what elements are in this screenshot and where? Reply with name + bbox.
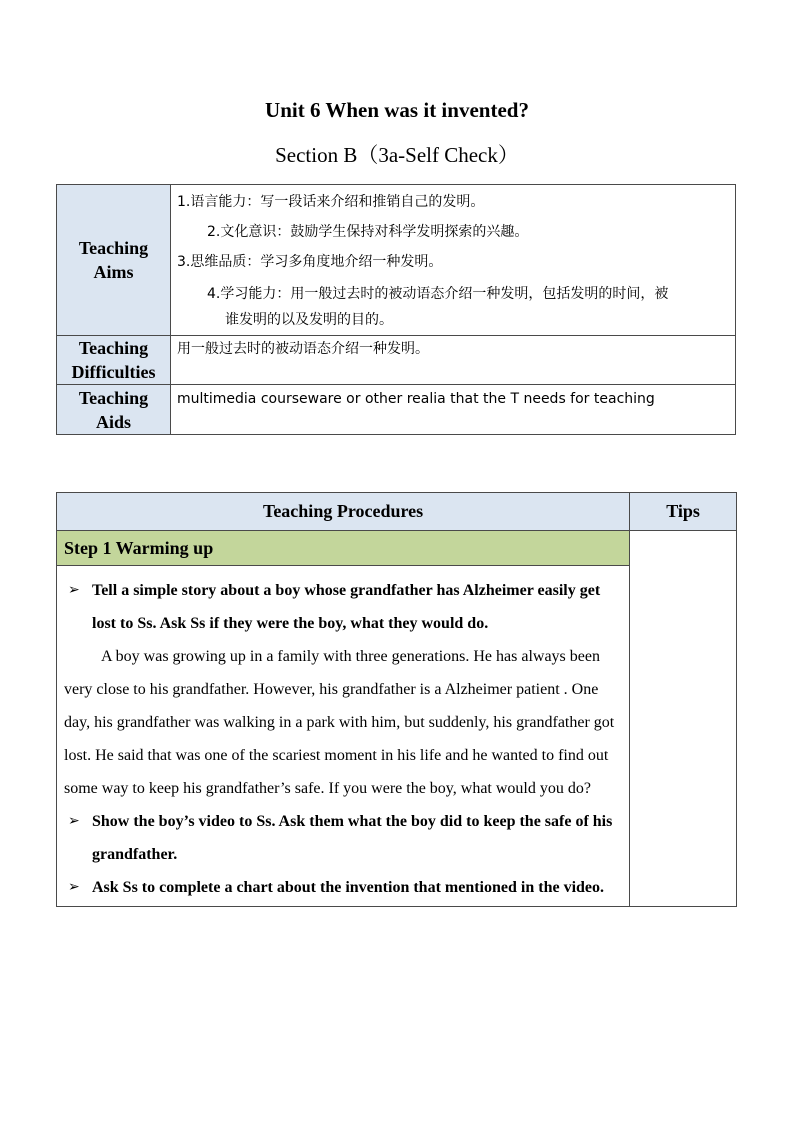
page-subtitle: Section B（3a-Self Check） [275, 143, 519, 167]
aids-header-line1: Teaching [78, 387, 149, 408]
page-title: Unit 6 When was it invented? [265, 98, 529, 122]
aim-item [177, 281, 729, 333]
bullet-text: Tell a simple story about a boy whose grandfather has Alzheimer easily get lost to Ss. Ask Ss if they were the boy, what they would do. [92, 582, 601, 632]
aids-header [57, 385, 171, 435]
aim-item: 1.语言能力：写一段话来介绍和推销自己的发明。 [177, 194, 485, 210]
difficulties-header-line2: Difficulties [71, 362, 156, 382]
aims-cell [171, 185, 736, 336]
list-item [64, 871, 621, 904]
tips-header: Tips [630, 493, 737, 531]
procedures-header: Teaching Procedures [57, 493, 630, 531]
arrow-bullet-icon: ➢ [68, 879, 80, 895]
list-item [64, 805, 621, 871]
lesson-info-table [56, 184, 736, 435]
procedures-table [56, 492, 737, 907]
bullet-text: Show the boy’s video to Ss. Ask them what the boy did to keep the safe of his grandfather. [92, 813, 613, 863]
aim-item-line2: 谁发明的以及发明的目的。 [225, 312, 393, 328]
story-paragraph: A boy was growing up in a family with three generations. He has always been very close to his grandfather. However, his grandfather is a Alzheimer patient . One day, his grandfather was walking in a park with him, but suddenly, his grandfather got lost. He said that was one of the scariest moment in his life and he wanted to find out some way to keep his grandfather’s safe. If you were the boy, what would you do? [64, 648, 615, 797]
aids-header-line2: Aids [95, 411, 131, 432]
step1-title: Step 1 Warming up [64, 537, 214, 558]
arrow-bullet-icon: ➢ [68, 813, 80, 829]
difficulties-cell: 用一般过去时的被动语态介绍一种发明。 [171, 336, 736, 385]
bullet-text: Ask Ss to complete a chart about the invention that mentioned in the video. [92, 879, 605, 896]
step1-content [57, 566, 630, 907]
list-item [64, 574, 621, 640]
aims-header [57, 185, 171, 336]
aids-cell: multimedia courseware or other realia that the T needs for teaching [171, 385, 736, 435]
aim-item: 3.思维品质：学习多角度地介绍一种发明。 [177, 254, 443, 270]
aim-item-line1: 4.学习能力：用一般过去时的被动语态介绍一种发明，包括发明的时间，被 [207, 286, 669, 302]
tips-cell [630, 531, 737, 907]
difficulties-header [57, 336, 171, 385]
aims-header-line2: Aims [93, 262, 134, 282]
aim-item: 2.文化意识：鼓励学生保持对科学发明探索的兴趣。 [207, 224, 529, 240]
difficulties-header-line1: Teaching [78, 338, 149, 358]
step1-header [57, 531, 630, 566]
aims-header-line1: Teaching [78, 238, 149, 258]
arrow-bullet-icon: ➢ [68, 582, 80, 598]
